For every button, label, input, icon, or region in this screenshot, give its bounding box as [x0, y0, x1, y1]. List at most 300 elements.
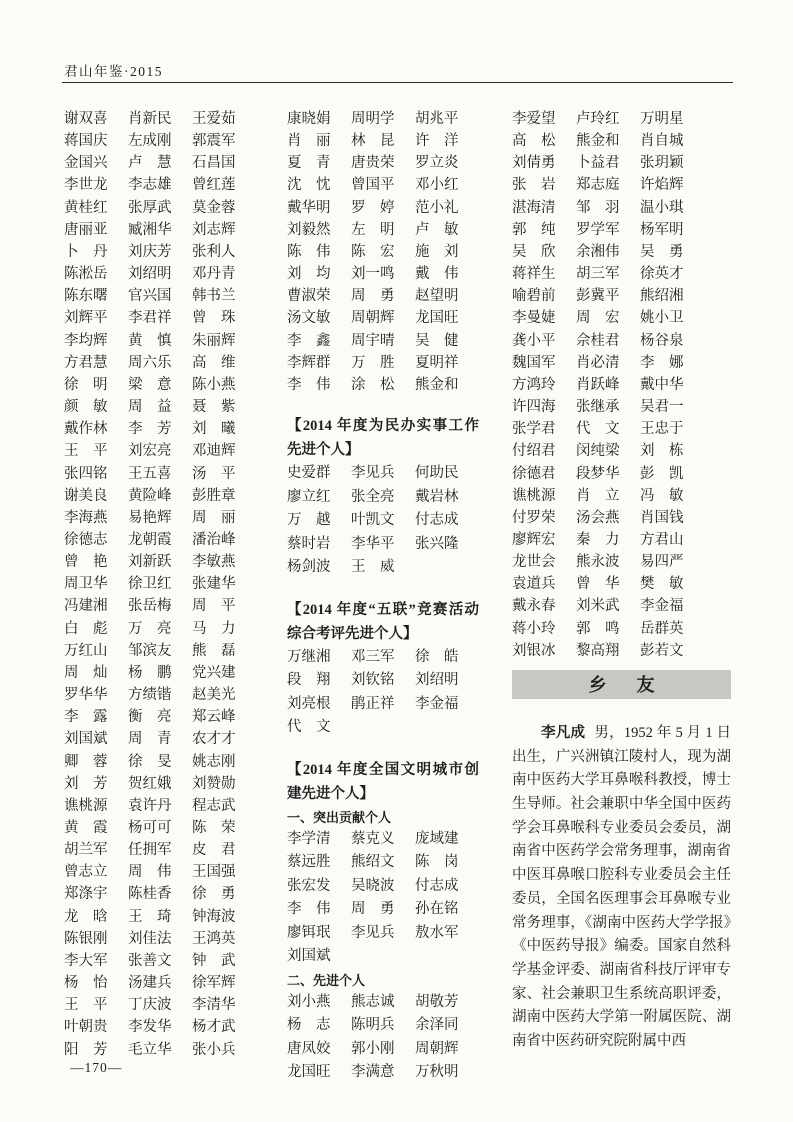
- person-name: 杨 鹏: [128, 664, 172, 681]
- person-name: 敖水军: [415, 924, 459, 941]
- names-column-middle: [287, 108, 479, 1085]
- person-name: 金国兴: [64, 155, 108, 172]
- person-name: 胡兰军: [64, 842, 108, 859]
- person-name: 付志成: [415, 512, 459, 529]
- person-name: 黎高翔: [576, 642, 620, 659]
- person-name: 张利人: [192, 243, 236, 260]
- person-name: 李海燕: [64, 509, 108, 526]
- person-name: 李满意: [351, 1064, 395, 1081]
- person-name: 卿 蓉: [64, 753, 108, 770]
- person-name: 岳群英: [640, 620, 684, 637]
- person-name: 邹滨友: [128, 642, 172, 659]
- person-name: 李大军: [64, 952, 108, 969]
- person-name: 罗学军: [576, 221, 620, 238]
- person-name: 唐丽亚: [64, 221, 108, 238]
- person-name: 肖 立: [576, 487, 620, 504]
- person-name: 李 鑫: [287, 332, 331, 349]
- person-name: 刘国斌: [287, 948, 331, 965]
- person-name: 戴永春: [512, 598, 556, 615]
- person-name: 刘佳法: [128, 930, 172, 947]
- person-name: 邓小红: [415, 177, 459, 194]
- person-name: 潘治峰: [192, 531, 236, 548]
- person-name: 刘 曦: [192, 421, 236, 438]
- person-name: 龚小平: [512, 332, 556, 349]
- person-name: 万 越: [287, 512, 331, 529]
- person-name: 曹淑荣: [287, 288, 331, 305]
- person-name: 蒋国庆: [64, 133, 108, 150]
- person-name: 陈 岗: [415, 854, 459, 871]
- person-name: 熊永波: [576, 554, 620, 571]
- person-name: 李清华: [192, 997, 236, 1014]
- section-title-wulian: 【2014 年度“五联”竞赛活动综合考评先进个人】: [287, 601, 479, 642]
- person-name: 左 明: [351, 221, 395, 238]
- person-name: 范小礼: [415, 199, 459, 216]
- person-name: 曾国平: [351, 177, 395, 194]
- person-name: 彭冀平: [576, 288, 620, 305]
- person-name: 万明星: [640, 111, 684, 127]
- person-name: 许焰辉: [640, 177, 684, 194]
- person-name: 颜 敏: [64, 399, 108, 416]
- person-name: 王 平: [64, 443, 108, 460]
- person-name: 李 娜: [640, 354, 684, 371]
- bio-person-name: 李凡成: [541, 724, 586, 741]
- person-name: 庞域建: [415, 830, 459, 847]
- person-name: 曾志立: [64, 864, 108, 881]
- person-name: 蔡时岩: [287, 535, 331, 552]
- person-name: 张宏发: [287, 877, 331, 894]
- person-name: 万红山: [64, 642, 108, 659]
- person-name: 郑志庭: [576, 177, 620, 194]
- person-name: 戴华明: [287, 199, 331, 216]
- person-name: 罗立炎: [415, 155, 459, 172]
- person-name: 张善文: [128, 952, 172, 969]
- person-name: 李 伟: [287, 376, 331, 393]
- person-name: 刘新跃: [128, 554, 172, 571]
- person-name: 徐 皓: [415, 648, 459, 665]
- person-name: 肖 丽: [287, 133, 331, 150]
- name-grid-right-top: [512, 108, 704, 662]
- person-name: 贺红娥: [128, 775, 172, 792]
- person-name: 农才才: [192, 731, 236, 748]
- person-name: 王忠于: [640, 421, 684, 438]
- person-name: 沈 忱: [287, 177, 331, 194]
- person-name: 高 松: [512, 133, 556, 150]
- person-name: 张建华: [192, 576, 236, 593]
- person-name: 陈 荣: [192, 820, 236, 836]
- person-name: 李见兵: [351, 465, 395, 482]
- person-name: 陈明兵: [351, 1017, 395, 1034]
- person-name: 张小兵: [192, 1041, 236, 1058]
- person-name: 蔡克义: [351, 830, 395, 847]
- biography-paragraph: [512, 722, 731, 1054]
- page-number: —170—: [70, 1060, 123, 1075]
- person-name: 肖跃峰: [576, 376, 620, 393]
- person-name: 邓三军: [351, 648, 395, 665]
- person-name: 王 平: [64, 997, 108, 1014]
- person-name: 付罗荣: [512, 509, 556, 526]
- person-name: 黄 慎: [128, 332, 172, 349]
- person-name: 熊金和: [415, 376, 459, 393]
- person-name: 肖必清: [576, 354, 620, 371]
- person-name: 李金福: [640, 598, 684, 615]
- person-name: 魏国军: [512, 354, 556, 371]
- person-name: 张全亮: [351, 488, 395, 505]
- person-name: 卜 丹: [64, 243, 108, 260]
- person-name: 龙世会: [512, 554, 556, 571]
- person-name: 周六乐: [128, 354, 172, 371]
- person-name: 郑云峰: [192, 709, 236, 726]
- names-column-left: [64, 108, 256, 1061]
- person-name: 罗 婷: [351, 199, 395, 216]
- person-name: 余泽同: [415, 1017, 459, 1034]
- person-name: 赵望明: [415, 288, 459, 305]
- person-name: 杨 志: [287, 1017, 331, 1034]
- name-grid-section-minban: [287, 462, 479, 580]
- person-name: 汤文敏: [287, 310, 331, 327]
- person-name: 熊绍湘: [640, 288, 684, 305]
- person-name: 王五喜: [128, 465, 172, 482]
- person-name: 姚志刚: [192, 753, 236, 770]
- person-name: 陈桂香: [128, 886, 172, 903]
- person-name: 方君慧: [64, 354, 108, 371]
- person-name: 聂 紫: [192, 399, 236, 416]
- person-name: 邓迪辉: [192, 443, 236, 460]
- person-name: 徐 勇: [192, 886, 236, 903]
- person-name: 杨可可: [128, 820, 172, 836]
- person-name: 陈 伟: [287, 243, 331, 260]
- person-name: 方君山: [640, 531, 684, 548]
- person-name: 左成刚: [128, 133, 172, 150]
- person-name: 许 洋: [415, 133, 459, 150]
- person-name: 卜益君: [576, 155, 620, 172]
- person-name: 廖辉宏: [512, 531, 556, 548]
- person-name: 樊 敏: [640, 576, 684, 593]
- person-name: 刘 芳: [64, 775, 108, 792]
- person-name: 戴中华: [640, 376, 684, 393]
- person-name: 王 威: [351, 559, 395, 576]
- person-name: 张兴隆: [415, 535, 459, 552]
- sub-label-outstanding: 一、突出贡献个人: [287, 809, 392, 825]
- person-name: 戴岩林: [415, 488, 459, 505]
- person-name: 李敏燕: [192, 554, 236, 571]
- person-name: 周明学: [351, 111, 395, 127]
- person-name: 郭 鸣: [576, 620, 620, 637]
- person-name: 刘银冰: [512, 642, 556, 659]
- person-name: 莫金蓉: [192, 199, 236, 216]
- person-name: 李学清: [287, 830, 331, 847]
- person-name: 曾 珠: [192, 310, 236, 327]
- person-name: 熊 磊: [192, 642, 236, 659]
- person-name: 袁道兵: [512, 576, 556, 593]
- person-name: 刘小燕: [287, 993, 331, 1010]
- person-name: 刘绍明: [128, 266, 172, 283]
- person-name: 周朝辉: [351, 310, 395, 327]
- person-name: 陈银刚: [64, 930, 108, 947]
- person-name: 徐德君: [512, 465, 556, 482]
- person-name: 熊志诚: [351, 993, 395, 1010]
- person-name: 汤会燕: [576, 509, 620, 526]
- name-grid-outstanding: [287, 828, 479, 969]
- name-grid-middle-top: [287, 108, 479, 396]
- person-name: 鹃正祥: [351, 695, 395, 712]
- person-name: 刘志辉: [192, 221, 236, 238]
- person-name: 张四铭: [64, 465, 108, 482]
- person-name: 朱丽辉: [192, 332, 236, 349]
- person-name: 肖国钱: [640, 509, 684, 526]
- person-name: 马 力: [192, 620, 236, 637]
- person-name: 湛海清: [512, 199, 556, 216]
- person-name: 郑涤宇: [64, 886, 108, 903]
- person-name: 刘 栋: [640, 443, 684, 460]
- person-name: 李 伟: [287, 901, 331, 918]
- person-name: 代 文: [576, 421, 620, 438]
- person-name: 刘国斌: [64, 731, 108, 748]
- person-name: 袁许丹: [128, 797, 172, 814]
- person-name: 周 宏: [576, 310, 620, 327]
- person-name: 周朝辉: [415, 1040, 459, 1057]
- person-name: 闵纯梁: [576, 443, 620, 460]
- person-name: 龙 晗: [64, 908, 108, 925]
- person-name: 张玥颖: [640, 155, 684, 172]
- person-name: 吴 勇: [640, 243, 684, 260]
- person-name: 周 平: [192, 598, 236, 615]
- person-name: 陈东曙: [64, 288, 108, 305]
- person-name: 郭小刚: [351, 1040, 395, 1057]
- person-name: 彭 凯: [640, 465, 684, 482]
- person-name: 刘钦铭: [351, 672, 395, 689]
- person-name: 黄 霞: [64, 820, 108, 836]
- person-name: 谢双喜: [64, 111, 108, 127]
- person-name: 丁庆波: [128, 997, 172, 1014]
- person-name: 冯建湘: [64, 598, 108, 615]
- person-name: 卢玲红: [576, 111, 620, 127]
- person-name: 郭震军: [192, 133, 236, 150]
- person-name: 徐卫红: [128, 576, 172, 593]
- person-name: 王 琦: [128, 908, 172, 925]
- person-name: 邹 羽: [576, 199, 620, 216]
- person-name: 万 胜: [351, 354, 395, 371]
- person-name: 易艳辉: [128, 509, 172, 526]
- person-name: 叶朝贵: [64, 1019, 108, 1036]
- person-name: 杨谷泉: [640, 332, 684, 349]
- person-name: 王国强: [192, 864, 236, 881]
- person-name: 周宇晴: [351, 332, 395, 349]
- person-name: 石昌国: [192, 155, 236, 172]
- bio-text: 男，1952 年 5 月 1 日出生，广兴洲镇江陵村人，现为湖南中医药大学耳鼻喉科教授，博士生导师。社会兼职中华全国中医药学会耳鼻喉科专业委员会委员，湖南省中医药学会常务理事，湖南省中医耳鼻喉口腔科专业委员会主任委员，全国名医理事会耳鼻喉专业常务理事，《湖南中医药大学学报》《中医药导报》编委。国家自然科学基金评委、湖南省科技厅评审专家、社会兼职卫生系统高职评委，湖南中医药大学第一附属医院、湖南省中医药研究院附属中西: [512, 724, 731, 1050]
- person-name: 张继承: [576, 399, 620, 416]
- person-name: 涂 松: [351, 376, 395, 393]
- person-name: 姚小卫: [640, 310, 684, 327]
- person-name: 杨剑波: [287, 559, 331, 576]
- person-name: 吴 健: [415, 332, 459, 349]
- person-name: 杨 怡: [64, 975, 108, 992]
- person-name: 黄险峰: [128, 487, 172, 504]
- person-name: 谯桃源: [64, 797, 108, 814]
- person-name: 吴晓波: [351, 877, 395, 894]
- person-name: 佘桂君: [576, 332, 620, 349]
- person-name: 李 芳: [128, 421, 172, 438]
- person-name: 代 文: [287, 719, 331, 736]
- person-name: 刘绍明: [415, 672, 459, 689]
- person-name: 李志雄: [128, 177, 172, 194]
- person-name: 陈 宏: [351, 243, 395, 260]
- person-name: 胡敬芳: [415, 993, 459, 1010]
- person-name: 彭胜章: [192, 487, 236, 504]
- person-name: 谢美良: [64, 487, 108, 504]
- person-name: 孙在铭: [415, 901, 459, 918]
- person-name: 钟 武: [192, 952, 236, 969]
- person-name: 李发华: [128, 1019, 172, 1036]
- person-name: 卢 慧: [128, 155, 172, 172]
- person-name: 施 刘: [415, 243, 459, 260]
- person-name: 周 益: [128, 399, 172, 416]
- person-name: 秦 力: [576, 531, 620, 548]
- person-name: 刘倩勇: [512, 155, 556, 172]
- person-name: 许四海: [512, 399, 556, 416]
- person-name: 汤 平: [192, 465, 236, 482]
- sub-label-advanced: 二、先进个人: [287, 972, 366, 988]
- person-name: 林 昆: [351, 133, 395, 150]
- person-name: 熊绍文: [351, 854, 395, 871]
- person-name: 李均辉: [64, 332, 108, 349]
- person-name: 温小琪: [640, 199, 684, 216]
- person-name: 周 勇: [351, 901, 395, 918]
- person-name: 臧湘华: [128, 221, 172, 238]
- person-name: 韩书兰: [192, 288, 236, 305]
- person-name: 蔡远胜: [287, 854, 331, 871]
- person-name: 李华平: [351, 535, 395, 552]
- person-name: 曾 华: [576, 576, 620, 593]
- person-name: 白 彪: [64, 620, 108, 637]
- person-name: 戴 伟: [415, 266, 459, 283]
- person-name: 高 维: [192, 354, 236, 371]
- person-name: 黄桂红: [64, 199, 108, 216]
- person-name: 方鸿玲: [512, 376, 556, 393]
- person-name: 杨才武: [192, 1019, 236, 1036]
- person-name: 曾红莲: [192, 177, 236, 194]
- person-name: 杨军明: [640, 221, 684, 238]
- person-name: 卢 敏: [415, 221, 459, 238]
- person-name: 周卫华: [64, 576, 108, 593]
- person-name: 李君祥: [128, 310, 172, 327]
- person-name: 衡 亮: [128, 709, 172, 726]
- person-name: 张岳梅: [128, 598, 172, 615]
- person-name: 戴作林: [64, 421, 108, 438]
- person-name: 康晓娟: [287, 111, 331, 127]
- person-name: 刘毅然: [287, 221, 331, 238]
- person-name: 李辉群: [287, 354, 331, 371]
- person-name: 刘庆芳: [128, 243, 172, 260]
- person-name: 汤建兵: [128, 975, 172, 992]
- person-name: 赵美光: [192, 687, 236, 704]
- running-header: 君山年鉴·2015: [64, 64, 163, 79]
- names-column-right: [512, 108, 731, 1054]
- person-name: 刘一鸣: [351, 266, 395, 283]
- person-name: 张厚武: [128, 199, 172, 216]
- person-name: 王鸿英: [192, 930, 236, 947]
- person-name: 周 青: [128, 731, 172, 748]
- person-name: 皮 君: [192, 842, 236, 859]
- person-name: 龙朝霞: [128, 531, 172, 548]
- person-name: 徐英才: [640, 266, 684, 283]
- person-name: 周 丽: [192, 509, 236, 526]
- person-name: 肖自城: [640, 133, 684, 150]
- person-name: 刘亮根: [287, 695, 331, 712]
- person-name: 蒋祥生: [512, 266, 556, 283]
- header-divider: [62, 82, 733, 83]
- person-name: 龙国旺: [415, 310, 459, 327]
- person-name: 段 翔: [287, 672, 331, 689]
- person-name: 叶凯文: [351, 512, 395, 529]
- person-name: 段梦华: [576, 465, 620, 482]
- person-name: 方绩锴: [128, 687, 172, 704]
- person-name: 李 露: [64, 709, 108, 726]
- section-title-wenming-chengshi: 【2014 年度全国文明城市创建先进个人】: [287, 761, 479, 802]
- person-name: 邓丹青: [192, 266, 236, 283]
- person-name: 万继湘: [287, 648, 331, 665]
- person-name: 张学君: [512, 421, 556, 438]
- person-name: 夏明祥: [415, 354, 459, 371]
- person-name: 罗华华: [64, 687, 108, 704]
- person-name: 谯桃源: [512, 487, 556, 504]
- person-name: 龙国旺: [287, 1064, 331, 1081]
- section-header-xiangyou: 乡 友: [512, 670, 731, 699]
- person-name: 肖新民: [128, 111, 172, 127]
- person-name: 熊金和: [576, 133, 620, 150]
- person-name: 徐 旻: [128, 753, 172, 770]
- person-name: 冯 敏: [640, 487, 684, 504]
- person-name: 王爱茹: [192, 111, 236, 127]
- person-name: 易四严: [640, 554, 684, 571]
- person-name: 何助民: [415, 465, 459, 482]
- person-name: 钟海波: [192, 908, 236, 925]
- person-name: 周 勇: [351, 288, 395, 305]
- person-name: 党兴建: [192, 664, 236, 681]
- person-name: 郭 纯: [512, 221, 556, 238]
- person-name: 吴君一: [640, 399, 684, 416]
- name-grid-section-wulian: [287, 646, 479, 740]
- person-name: 李曼婕: [512, 310, 556, 327]
- person-name: 刘宏亮: [128, 443, 172, 460]
- person-name: 李爱望: [512, 111, 556, 127]
- person-name: 吴 欣: [512, 243, 556, 260]
- person-name: 刘赞勋: [192, 775, 236, 792]
- section-title-minban-shishi: 【2014 年度为民办实事工作先进个人】: [287, 418, 479, 459]
- person-name: 夏 青: [287, 155, 331, 172]
- person-name: 程志武: [192, 797, 236, 814]
- person-name: 付绍君: [512, 443, 556, 460]
- person-name: 徐 明: [64, 376, 108, 393]
- person-name: 胡三军: [576, 266, 620, 283]
- person-name: 梁 意: [128, 376, 172, 393]
- person-name: 胡兆平: [415, 111, 459, 127]
- person-name: 付志成: [415, 877, 459, 894]
- person-name: 周 灿: [64, 664, 108, 681]
- person-name: 阳 芳: [64, 1041, 108, 1058]
- person-name: 刘辉平: [64, 310, 108, 327]
- person-name: 毛立华: [128, 1041, 172, 1058]
- person-name: 刘米武: [576, 598, 620, 615]
- person-name: 李见兵: [351, 924, 395, 941]
- person-name: 万 亮: [128, 620, 172, 637]
- person-name: 唐凤姣: [287, 1040, 331, 1057]
- person-name: 陈淞岳: [64, 266, 108, 283]
- person-name: 徐德志: [64, 531, 108, 548]
- person-name: 曾 艳: [64, 554, 108, 571]
- person-name: 张 岩: [512, 177, 556, 194]
- person-name: 万秋明: [415, 1064, 459, 1081]
- person-name: 廖立红: [287, 488, 331, 505]
